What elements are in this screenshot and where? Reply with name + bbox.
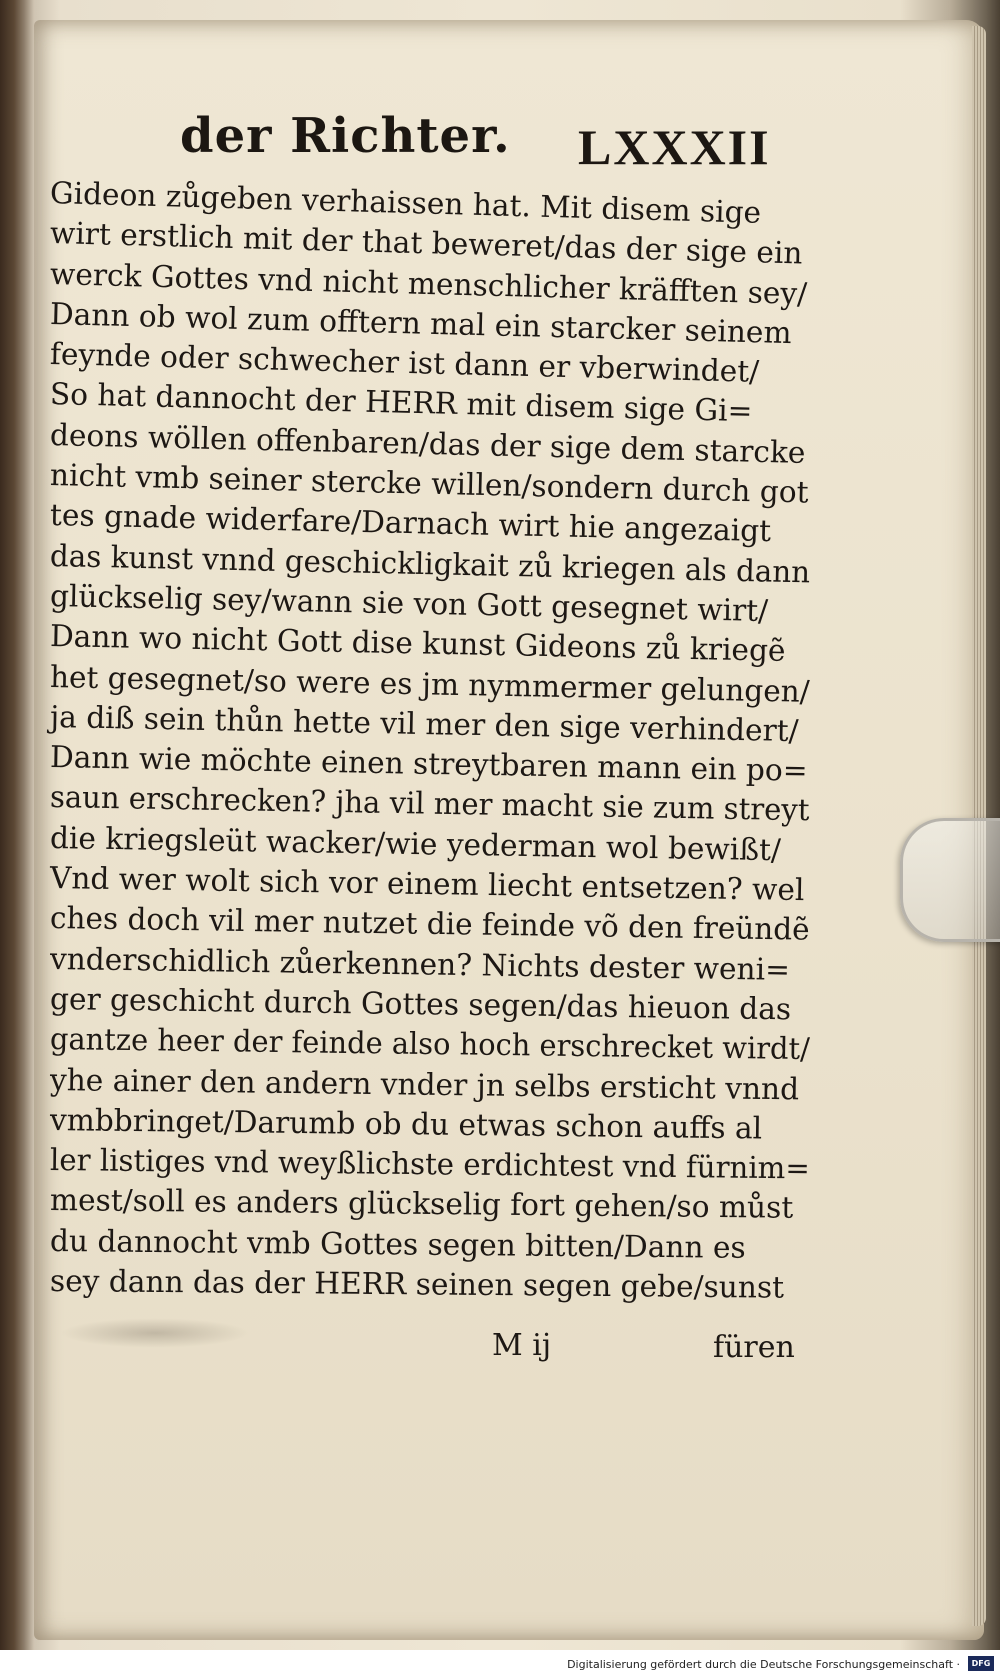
- text-line: wirt erstlich mit der that beweret/das der sige ein: [49, 216, 803, 272]
- text-line: mest/soll es anders glückselig fort gehen/so můst: [49, 1183, 794, 1227]
- text-line: vnderschidlich zůerkennen? Nichts dester weni=: [49, 941, 791, 988]
- text-line: tes gnade widerfare/Darnach wirt hie angezaigt: [49, 498, 772, 550]
- text-line: ger geschicht durch Gottes segen/das hieuon das: [49, 981, 792, 1028]
- text-line: Dann ob wol zum offtern mal ein starcker seinem: [49, 296, 792, 352]
- text-line: ches doch vil mer nutzet die feinde võ den freündẽ: [49, 901, 810, 949]
- text-line: das kunst vnnd geschickligkait zů kriegen als dann: [49, 538, 811, 591]
- text-line: du dannocht vmb Gottes segen bitten/Dann es: [49, 1223, 746, 1266]
- text-line: gantze heer der feinde also hoch erschrecket wirdt/: [49, 1022, 811, 1068]
- text-line: Dann wie möchte einen streytbaren mann ein po=: [49, 740, 808, 789]
- ink-smudge: [60, 1318, 250, 1348]
- text-line: sey dann das der HERR seinen segen gebe/sunst: [49, 1264, 785, 1306]
- text-line: vmbbringet/Darumb ob du etwas schon auffs al: [49, 1102, 763, 1147]
- text-line: Gideon zůgeben verhaissen hat. Mit disem sige: [49, 176, 762, 231]
- funding-credit: Digitalisierung gefördert durch die Deutsche Forschungsgemeinschaft ·: [567, 1658, 960, 1671]
- folio-number: LXXXII: [578, 119, 771, 175]
- text-line: deons wöllen offenbaren/das der sige dem starcke: [49, 417, 806, 471]
- page-clip: [900, 818, 1000, 942]
- text-line: yhe ainer den andern vnder jn selbs ersticht vnnd: [49, 1062, 800, 1107]
- text-line: Vnd wer wolt sich vor einem liecht entsetzen? wel: [49, 861, 805, 909]
- text-line: Dann wo nicht Gott dise kunst Gideons zů kriegẽ: [49, 619, 786, 670]
- text-line: So hat dannocht der HERR mit disem sige Gi=: [49, 377, 753, 430]
- catchword: füren: [713, 1330, 795, 1365]
- running-head: der Richter.: [180, 108, 511, 164]
- signature-mark: M ij: [492, 1328, 552, 1363]
- dfg-logo: DFG: [968, 1656, 994, 1671]
- text-line: die kriegsleüt wacker/wie yederman wol bewißt/: [49, 820, 782, 868]
- body-text: [49, 174, 820, 1306]
- text-line: glückselig sey/wann sie von Gott gesegnet wirt/: [49, 578, 769, 630]
- text-line: saun erschrecken? jha vil mer macht sie zum streyt: [49, 780, 810, 829]
- text-line: werck Gottes vnd nicht menschlicher kräfften sey/: [49, 256, 808, 312]
- text-line: ler listiges vnd weyßlichste erdichtest vnd fürnim=: [49, 1143, 811, 1187]
- text-line: het gesegnet/so were es jm nymmermer gelungen/: [49, 659, 811, 710]
- text-line: ja diß sein thůn hette vil mer den sige verhindert/: [49, 699, 799, 749]
- text-line: feynde oder schwecher ist dann er vberwindet/: [49, 337, 760, 391]
- text-line: nicht vmb seiner stercke willen/sondern durch got: [49, 458, 809, 511]
